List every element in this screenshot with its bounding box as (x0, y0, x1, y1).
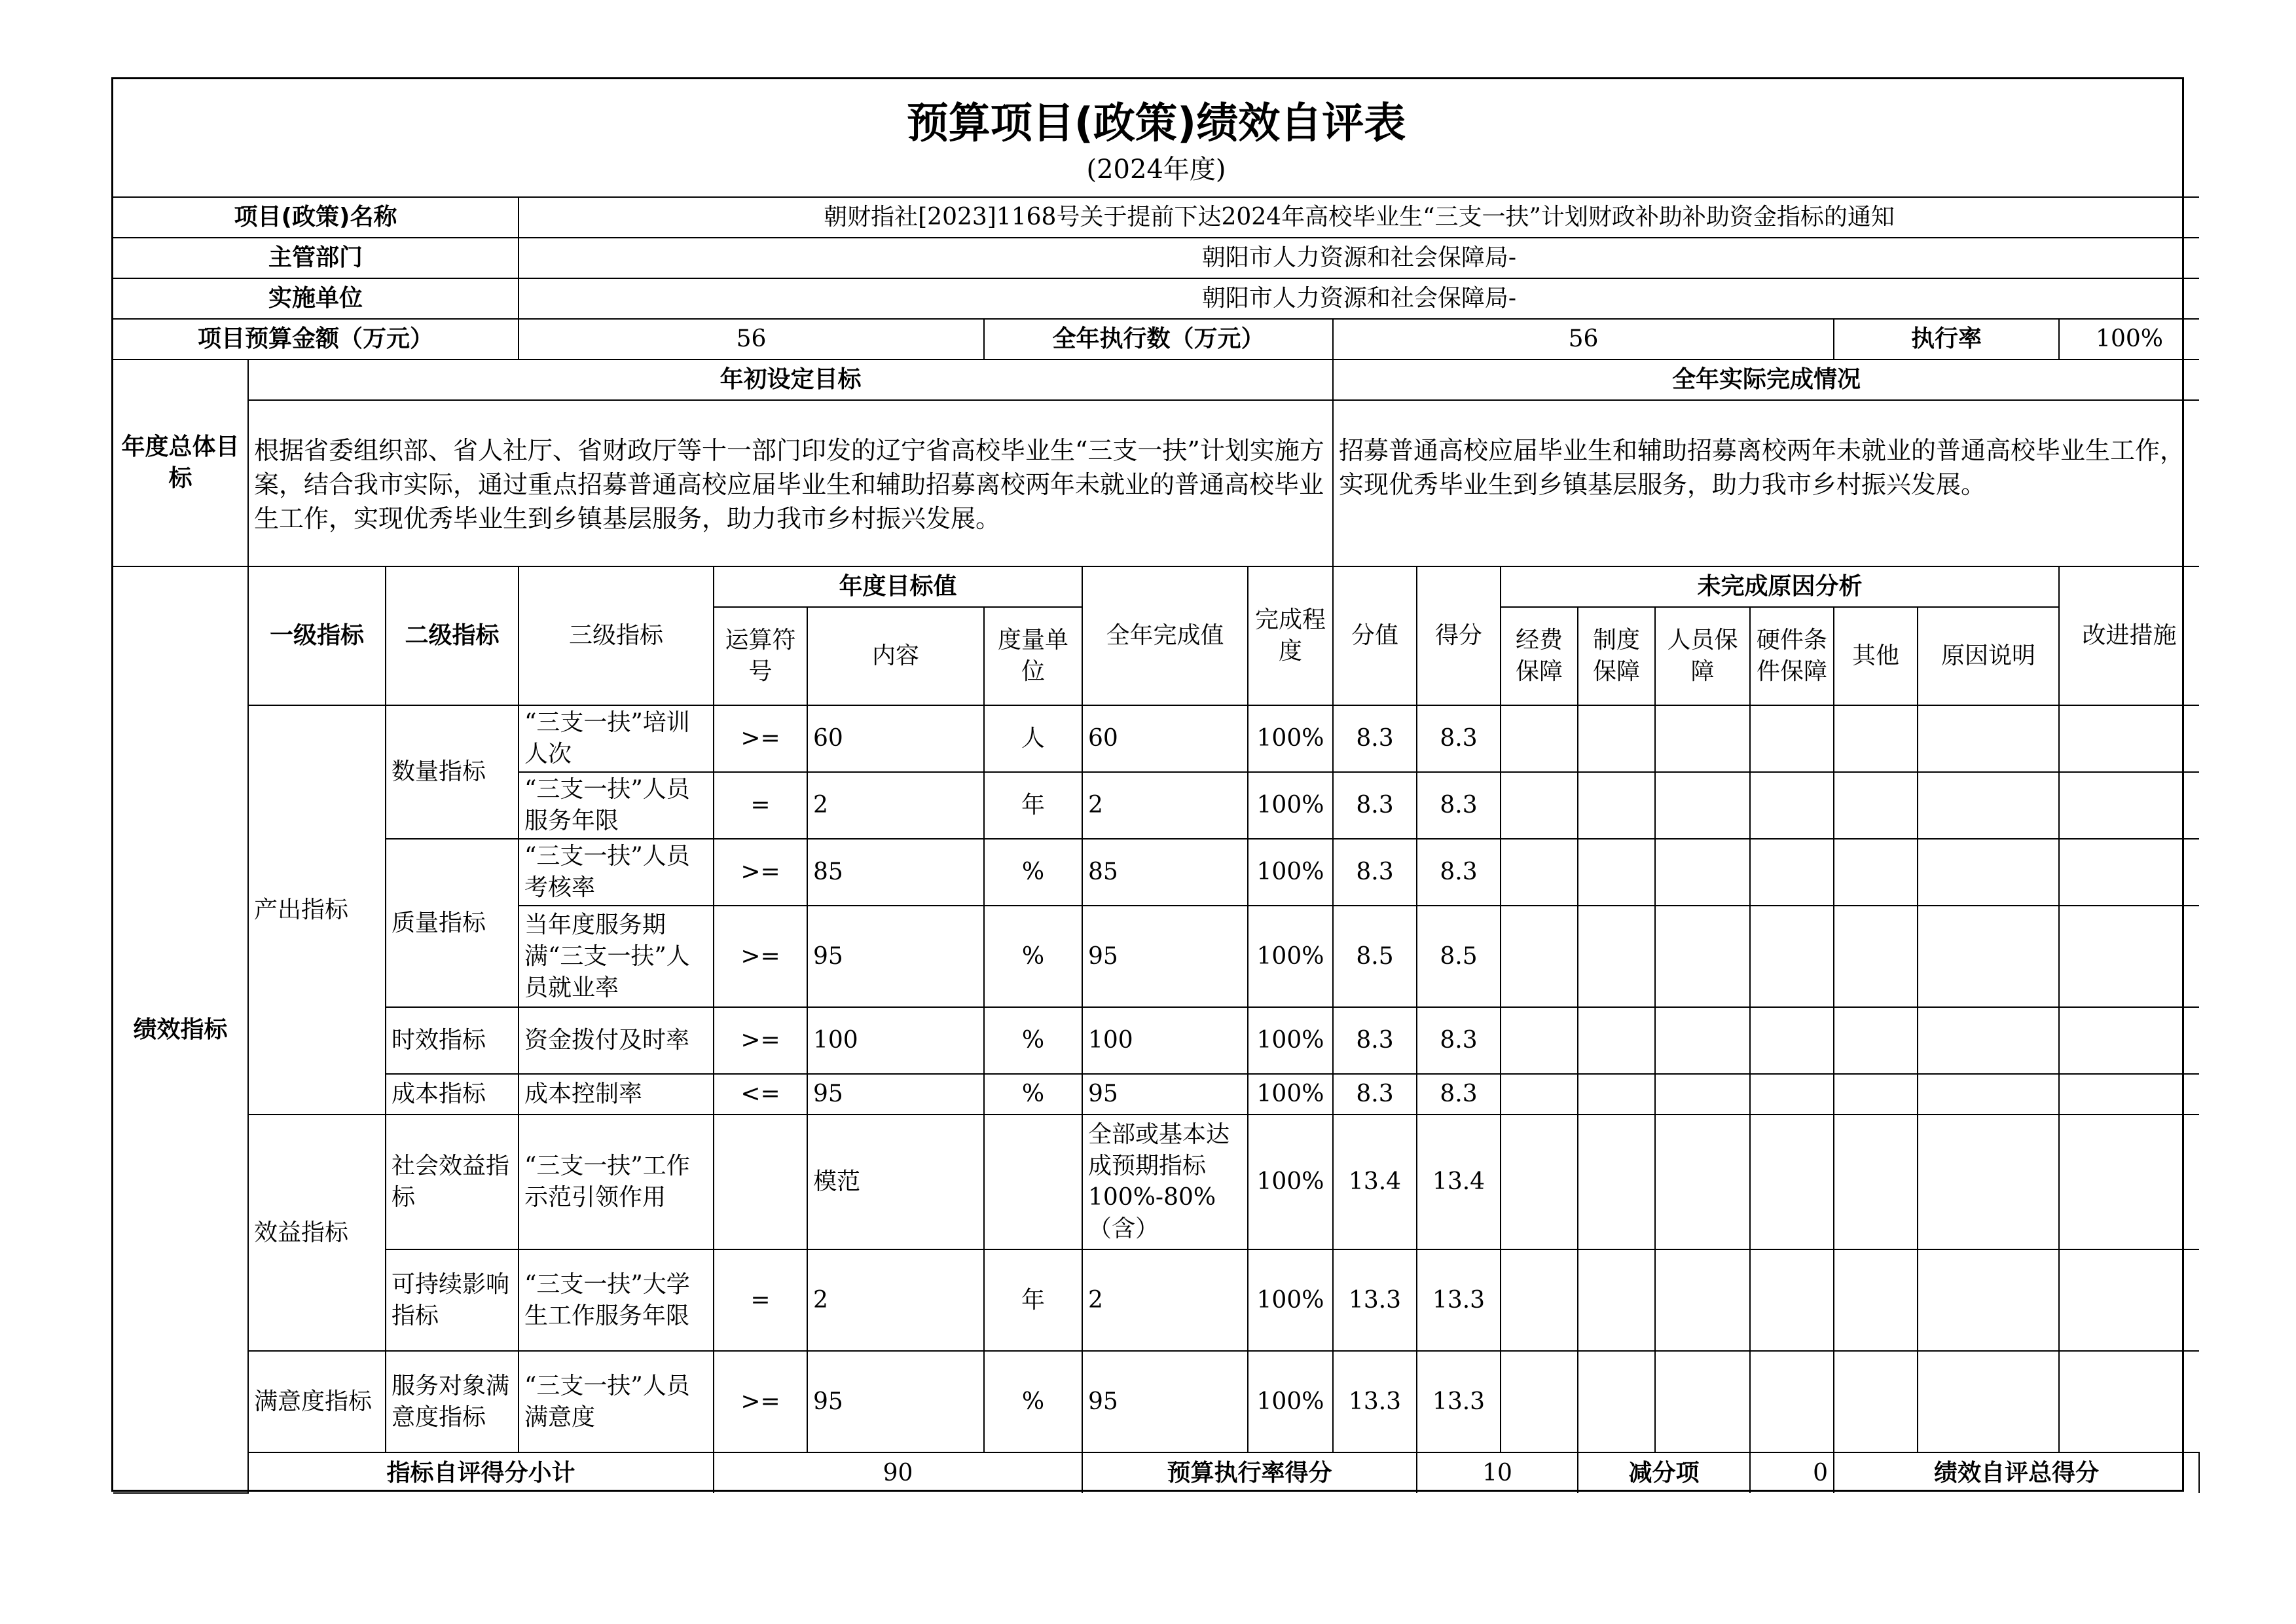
row-staff (1655, 705, 1750, 772)
row-hardware (1750, 705, 1834, 772)
actual-result-text: 招募普通高校应届毕业生和辅助招募离校两年未就业的普通高校毕业生工作，实现优秀毕业生到乡镇基层服务，助力我市乡村振兴发展。 (1333, 400, 2199, 566)
row-content: 60 (807, 705, 984, 772)
initial-goal-header: 年初设定目标 (248, 360, 1333, 400)
header-content: 内容 (807, 607, 984, 705)
row-staff (1655, 839, 1750, 906)
table-row (113, 705, 2199, 772)
row-hardware (1750, 839, 1834, 906)
table-row (113, 839, 2199, 906)
table-row (113, 1007, 2199, 1074)
row-hardware (1750, 1115, 1834, 1249)
row-system (1578, 839, 1655, 906)
row-actual: 60 (1082, 705, 1248, 772)
row-improve (2059, 772, 2199, 839)
row-reason (1918, 906, 2059, 1007)
header-fund: 经费保障 (1501, 607, 1578, 705)
row-value: 8.3 (1333, 705, 1417, 772)
subgroup-timeliness: 时效指标 (386, 1007, 519, 1074)
project-name-label: 项目(政策)名称 (113, 197, 519, 238)
row-degree: 100% (1248, 906, 1333, 1007)
row-improve (2059, 1115, 2199, 1249)
row-level3: “三支一扶”大学生工作服务年限 (519, 1249, 714, 1351)
row-improve (2059, 839, 2199, 906)
row-system (1578, 1351, 1655, 1452)
header-score: 得分 (1417, 566, 1501, 705)
row-value: 13.4 (1333, 1115, 1417, 1249)
row-other (1834, 772, 1918, 839)
row-reason (1918, 1074, 2059, 1115)
row-score: 8.3 (1417, 1007, 1501, 1074)
row-value: 13.3 (1333, 1249, 1417, 1351)
subgroup-quality: 质量指标 (386, 839, 519, 1007)
exec-score-value: 10 (1417, 1452, 1578, 1493)
header-system: 制度保障 (1578, 607, 1655, 705)
table-row (113, 1249, 2199, 1351)
row-score: 8.5 (1417, 906, 1501, 1007)
group-satisfaction: 满意度指标 (248, 1351, 386, 1452)
row-other (1834, 906, 1918, 1007)
row-op: <= (714, 1074, 807, 1115)
row-degree: 100% (1248, 1115, 1333, 1249)
row-improve (2059, 1351, 2199, 1452)
row-system (1578, 1249, 1655, 1351)
subgroup-social: 社会效益指标 (386, 1115, 519, 1249)
row-unit: % (984, 1007, 1082, 1074)
row-degree: 100% (1248, 772, 1333, 839)
initial-goal-text: 根据省委组织部、省人社厅、省财政厅等十一部门印发的辽宁省高校毕业生“三支一扶”计划实施方案，结合我市实际，通过重点招募普通高校应届毕业生和辅助招募离校两年未就业的普通高校毕业生工作，实现优秀毕业生到乡镇基层服务，助力我市乡村振兴发展。 (248, 400, 1333, 566)
row-actual: 95 (1082, 906, 1248, 1007)
row-degree: 100% (1248, 1074, 1333, 1115)
row-content: 95 (807, 1351, 984, 1452)
row-staff (1655, 1074, 1750, 1115)
row-reason (1918, 1351, 2059, 1452)
row-system (1578, 906, 1655, 1007)
row-actual: 95 (1082, 1074, 1248, 1115)
header-level2: 二级指标 (386, 566, 519, 705)
row-content: 模范 (807, 1115, 984, 1249)
row-actual: 全部或基本达成预期指标100%-80%（含） (1082, 1115, 1248, 1249)
row-score: 8.3 (1417, 705, 1501, 772)
page-year: (2024年度) (1086, 154, 1226, 185)
row-fund (1501, 839, 1578, 906)
row-level3: “三支一扶”培训人次 (519, 705, 714, 772)
row-other (1834, 1007, 1918, 1074)
page-title: 预算项目(政策)绩效自评表 (906, 99, 1406, 148)
header-target-group: 年度目标值 (714, 566, 1082, 607)
row-actual: 85 (1082, 839, 1248, 906)
row-unit: 人 (984, 705, 1082, 772)
header-level3: 三级指标 (519, 566, 714, 705)
row-score: 13.3 (1417, 1351, 1501, 1452)
header-degree: 完成程度 (1248, 566, 1333, 705)
row-other (1834, 1074, 1918, 1115)
row-hardware (1750, 772, 1834, 839)
rate-label: 执行率 (1834, 319, 2059, 360)
row-value: 8.3 (1333, 839, 1417, 906)
header-reason-group: 未完成原因分析 (1501, 566, 2059, 607)
row-level3: “三支一扶”工作示范引领作用 (519, 1115, 714, 1249)
total-label: 绩效自评总得分 (1834, 1452, 2199, 1493)
row-unit: % (984, 1351, 1082, 1452)
row-score: 13.4 (1417, 1115, 1501, 1249)
row-fund (1501, 906, 1578, 1007)
project-name-value: 朝财指社[2023]1168号关于提前下达2024年高校毕业生“三支一扶”计划财政补助补助资金指标的通知 (519, 197, 2199, 238)
row-hardware (1750, 906, 1834, 1007)
row-actual: 2 (1082, 1249, 1248, 1351)
subgroup-quantity: 数量指标 (386, 705, 519, 839)
implementer-label: 实施单位 (113, 278, 519, 319)
header-improve: 改进措施 (2059, 566, 2199, 705)
row-system (1578, 1074, 1655, 1115)
subgroup-cost: 成本指标 (386, 1074, 519, 1115)
row-content: 85 (807, 839, 984, 906)
row-content: 2 (807, 772, 984, 839)
row-level3: “三支一扶”人员服务年限 (519, 772, 714, 839)
actual-result-header: 全年实际完成情况 (1333, 360, 2199, 400)
row-staff (1655, 1351, 1750, 1452)
row-system (1578, 1115, 1655, 1249)
execution-value: 56 (1333, 319, 1834, 360)
row-value: 8.3 (1333, 1074, 1417, 1115)
row-hardware (1750, 1351, 1834, 1452)
row-other (1834, 705, 1918, 772)
implementer-value: 朝阳市人力资源和社会保障局- (519, 278, 2199, 319)
row-reason (1918, 772, 2059, 839)
row-unit: 年 (984, 772, 1082, 839)
row-op: >= (714, 906, 807, 1007)
group-output: 产出指标 (248, 705, 386, 1115)
rate-value: 100% (2059, 319, 2199, 360)
department-label: 主管部门 (113, 238, 519, 278)
row-fund (1501, 1115, 1578, 1249)
row-staff (1655, 1007, 1750, 1074)
header-score-value: 分值 (1333, 566, 1417, 705)
row-level3: “三支一扶”人员满意度 (519, 1351, 714, 1452)
row-op: >= (714, 839, 807, 906)
row-other (1834, 1351, 1918, 1452)
row-fund (1501, 1074, 1578, 1115)
department-value: 朝阳市人力资源和社会保障局- (519, 238, 2199, 278)
row-other (1834, 1115, 1918, 1249)
row-actual: 2 (1082, 772, 1248, 839)
subgroup-service: 服务对象满意度指标 (386, 1351, 519, 1452)
row-op: >= (714, 1351, 807, 1452)
exec-score-label: 预算执行率得分 (1082, 1452, 1417, 1493)
row-value: 8.3 (1333, 1007, 1417, 1074)
row-op (714, 1115, 807, 1249)
group-benefit: 效益指标 (248, 1115, 386, 1351)
header-level1: 一级指标 (248, 566, 386, 705)
row-reason (1918, 1115, 2059, 1249)
row-unit: % (984, 839, 1082, 906)
row-system (1578, 772, 1655, 839)
row-improve (2059, 1249, 2199, 1351)
header-other: 其他 (1834, 607, 1918, 705)
table-row (113, 1351, 2199, 1452)
row-system (1578, 705, 1655, 772)
header-unit: 度量单位 (984, 607, 1082, 705)
row-op: = (714, 1249, 807, 1351)
row-degree: 100% (1248, 839, 1333, 906)
header-actual: 全年完成值 (1082, 566, 1248, 705)
subtotal-value: 90 (714, 1452, 1082, 1493)
row-score: 8.3 (1417, 839, 1501, 906)
row-degree: 100% (1248, 1007, 1333, 1074)
row-unit: 年 (984, 1249, 1082, 1351)
table-row (113, 1115, 2199, 1249)
budget-label: 项目预算金额（万元） (113, 319, 519, 360)
row-fund (1501, 705, 1578, 772)
row-improve (2059, 1007, 2199, 1074)
row-op: >= (714, 1007, 807, 1074)
row-hardware (1750, 1007, 1834, 1074)
header-staff: 人员保障 (1655, 607, 1750, 705)
row-unit (984, 1115, 1082, 1249)
subtotal-label: 指标自评得分小计 (248, 1452, 714, 1493)
row-op: = (714, 772, 807, 839)
table-row (113, 1074, 2199, 1115)
row-value: 13.3 (1333, 1351, 1417, 1452)
row-other (1834, 839, 1918, 906)
row-score: 8.3 (1417, 772, 1501, 839)
title-cell (113, 79, 2199, 197)
row-actual: 95 (1082, 1351, 1248, 1452)
row-hardware (1750, 1074, 1834, 1115)
row-hardware (1750, 1249, 1834, 1351)
row-content: 2 (807, 1249, 984, 1351)
header-hardware: 硬件条件保障 (1750, 607, 1834, 705)
row-reason (1918, 839, 2059, 906)
row-staff (1655, 772, 1750, 839)
deduct-value: 0 (1750, 1452, 1834, 1493)
row-level3: 资金拨付及时率 (519, 1007, 714, 1074)
row-score: 8.3 (1417, 1074, 1501, 1115)
header-op: 运算符号 (714, 607, 807, 705)
row-content: 95 (807, 1074, 984, 1115)
row-actual: 100 (1082, 1007, 1248, 1074)
row-degree: 100% (1248, 1249, 1333, 1351)
row-reason (1918, 705, 2059, 772)
row-reason (1918, 1249, 2059, 1351)
row-degree: 100% (1248, 1351, 1333, 1452)
row-score: 13.3 (1417, 1249, 1501, 1351)
subgroup-sustain: 可持续影响指标 (386, 1249, 519, 1351)
row-op: >= (714, 705, 807, 772)
row-level3: “三支一扶”人员考核率 (519, 839, 714, 906)
budget-value: 56 (519, 319, 984, 360)
row-improve (2059, 1074, 2199, 1115)
row-unit: % (984, 1074, 1082, 1115)
row-content: 100 (807, 1007, 984, 1074)
annual-goal-label: 年度总体目标 (113, 360, 248, 566)
row-fund (1501, 1351, 1578, 1452)
row-staff (1655, 1115, 1750, 1249)
row-staff (1655, 1249, 1750, 1351)
row-system (1578, 1007, 1655, 1074)
deduct-label: 减分项 (1578, 1452, 1750, 1493)
evaluation-table (113, 79, 2199, 1494)
row-level3: 当年度服务期满“三支一扶”人员就业率 (519, 906, 714, 1007)
row-fund (1501, 772, 1578, 839)
row-other (1834, 1249, 1918, 1351)
performance-indicators-label: 绩效指标 (113, 566, 248, 1493)
evaluation-sheet (111, 77, 2184, 1492)
execution-label: 全年执行数（万元） (984, 319, 1333, 360)
row-value: 8.5 (1333, 906, 1417, 1007)
row-content: 95 (807, 906, 984, 1007)
row-improve (2059, 705, 2199, 772)
row-unit: % (984, 906, 1082, 1007)
row-fund (1501, 1249, 1578, 1351)
row-fund (1501, 1007, 1578, 1074)
header-reason: 原因说明 (1918, 607, 2059, 705)
row-level3: 成本控制率 (519, 1074, 714, 1115)
row-value: 8.3 (1333, 772, 1417, 839)
row-staff (1655, 906, 1750, 1007)
row-reason (1918, 1007, 2059, 1074)
row-improve (2059, 906, 2199, 1007)
row-degree: 100% (1248, 705, 1333, 772)
